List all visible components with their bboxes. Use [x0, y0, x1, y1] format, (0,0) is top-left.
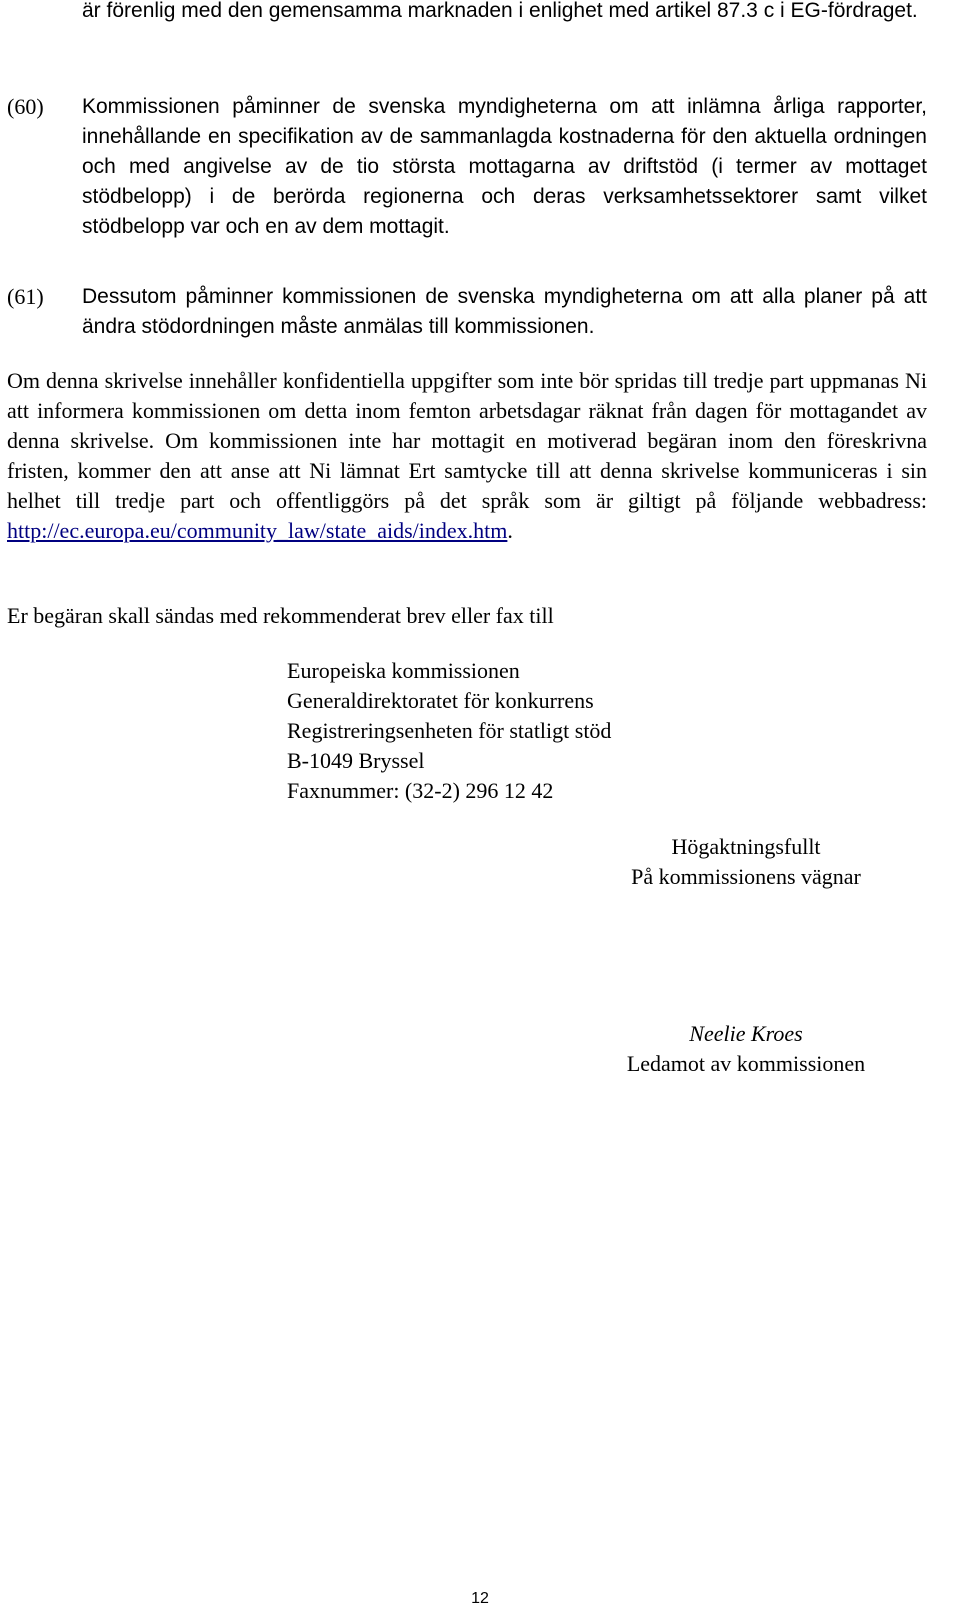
signatory-block: [586, 1019, 906, 1079]
confidentiality-paragraph: Om denna skrivelse innehåller konfidentiella uppgifter som inte bör spridas till tredje part uppmanas Ni att informera kommissionen om detta inom femton arbetsdagar räknat från dagen för mottagandet av denna skrivelse. Om kommissionen inte har mottagit en motiverad begäran inom den föreskrivna fristen, kommer den att anse att Ni lämnat Ert samtycke till att denna skrivelse kommuniceras i sin helhet till tredje part och offentliggörs på det språk som är giltigt på följande webbadress: http://ec.europa.eu/community_law/state_aids/index.htm.: [7, 368, 927, 543]
paragraph-60-text: Kommissionen påminner de svenska myndigheterna om att inlämna årliga rapporter, innehållande en specifikation av de sammanlagda kostnaderna för den aktuella ordningen och med angivelse av de tio största mottagarna av driftstöd (i termer av mottaget stödbelopp) i de berörda regionerna och deras verksamhetssektorer samt vilket stödbelopp var och en av dem mottagit.: [82, 95, 927, 238]
paragraph-61-number: (61): [7, 284, 44, 309]
address-line-fax: Faxnummer: (32-2) 296 12 42: [287, 778, 554, 803]
signatory-name: Neelie Kroes: [689, 1021, 803, 1046]
address-block: [287, 656, 611, 806]
closing-salutation: Högaktningsfullt: [671, 834, 821, 859]
address-line-city: B-1049 Bryssel: [287, 748, 425, 773]
paragraph-61-text: Dessutom påminner kommissionen de svenska myndigheterna om att alla planer på att ändra stödordningen måste anmälas till kommissionen.: [82, 285, 927, 338]
closing-on-behalf: På kommissionens vägnar: [631, 864, 861, 889]
closing-block: [586, 832, 906, 892]
continuation-text: är förenlig med den gemensamma marknaden i enlighet med artikel 87.3 c i EG-fördraget.: [82, 0, 918, 22]
signatory-title: Ledamot av kommissionen: [626, 1051, 866, 1076]
request-intro: Er begäran skall sändas med rekommenderat brev eller fax till: [7, 603, 554, 628]
page-number: 12: [471, 1590, 489, 1607]
address-line-unit: Registreringsenheten för statligt stöd: [287, 718, 612, 743]
address-line-directorate: Generaldirektoratet för konkurrens: [287, 688, 594, 713]
paragraph-60-number: (60): [7, 94, 44, 119]
state-aid-register-link[interactable]: http://ec.europa.eu/community_law/state_aids/index.htm: [7, 518, 508, 543]
address-line-institution: Europeiska kommissionen: [287, 658, 520, 683]
